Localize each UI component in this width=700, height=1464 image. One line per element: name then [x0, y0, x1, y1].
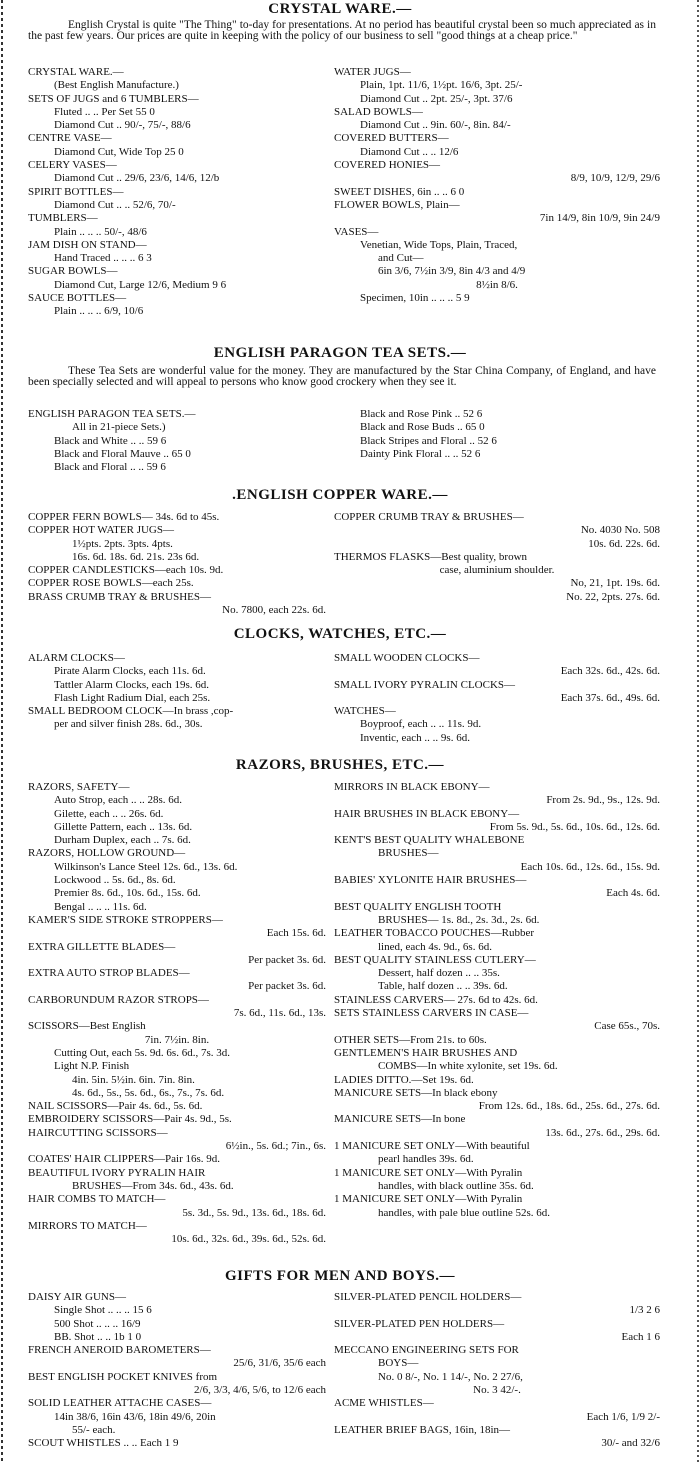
- crystal-heading: CRYSTAL WARE.—: [268, 1, 412, 17]
- list-item: GENTLEMEN'S HAIR BRUSHES AND: [334, 1046, 518, 1059]
- list-item: CENTRE VASE—: [28, 132, 112, 145]
- list-item: BRUSHES—: [378, 847, 439, 860]
- list-item: Each 37s. 6d., 49s. 6d.: [560, 691, 660, 704]
- list-item: From 2s. 9d., 9s., 12s. 9d.: [546, 794, 660, 807]
- list-item: ENGLISH PARAGON TEA SETS.—: [28, 408, 196, 420]
- list-item: 8½in 8/6.: [476, 278, 518, 291]
- list-item: Black and Floral .. .. 59 6: [54, 461, 166, 474]
- list-item: Diamond Cut, Large 12/6, Medium 9 6: [54, 278, 227, 291]
- list-item: 1 MANICURE SET ONLY—With Pyralin: [334, 1193, 523, 1206]
- list-item: MANICURE SETS—In black ebony: [334, 1086, 498, 1099]
- list-item: COMBS—In white xylonite, set 19s. 6d.: [378, 1060, 558, 1073]
- list-item: Lockwood .. 5s. 6d., 8s. 6d.: [54, 874, 176, 887]
- list-item: Table, half dozen .. .. 39s. 6d.: [378, 980, 508, 993]
- list-item: 30/- and 32/6: [601, 1437, 660, 1450]
- list-item: KAMER'S SIDE STROKE STROPPERS—: [28, 913, 223, 926]
- list-item: Single Shot .. .. .. 15 6: [54, 1304, 152, 1317]
- list-item: VASES—: [334, 225, 379, 238]
- list-item: COPPER CANDLESTICKS—each 10s. 9d.: [28, 564, 224, 577]
- list-item: Plain .. .. .. 6/9, 10/6: [54, 305, 144, 318]
- list-item: Diamond Cut .. 29/6, 23/6, 14/6, 12/b: [54, 172, 220, 185]
- list-item: MECCANO ENGINEERING SETS FOR: [334, 1344, 519, 1357]
- list-item: 6in 3/6, 7½in 3/9, 8in 4/3 and 4/9: [378, 265, 526, 278]
- list-item: No. 4030 No. 508: [580, 524, 660, 537]
- list-item: Diamond Cut .. .. 12/6: [360, 145, 459, 158]
- crystal-right-column: [334, 66, 660, 305]
- list-item: 4in. 5in. 5½in. 6in. 7in. 8in.: [72, 1073, 195, 1086]
- list-item: per and silver finish 28s. 6d., 30s.: [54, 718, 203, 731]
- list-item: HAIR BRUSHES IN BLACK EBONY—: [334, 807, 520, 820]
- list-item: 5s. 3d., 5s. 9d., 13s. 6d., 18s. 6d.: [182, 1206, 326, 1219]
- list-item: THERMOS FLASKS—Best quality, brown: [334, 550, 528, 563]
- list-item: Each 1/6, 1/9 2/-: [586, 1410, 660, 1423]
- list-item: Diamond Cut .. 2pt. 25/-, 3pt. 37/6: [360, 92, 513, 105]
- list-item: SMALL BEDROOM CLOCK—In brass ,cop-: [28, 705, 234, 718]
- list-item: 1½pts. 2pts. 3pts. 4pts.: [72, 537, 173, 550]
- list-item: EMBROIDERY SCISSORS—Pair 4s. 9d., 5s.: [28, 1113, 232, 1126]
- list-item: Pirate Alarm Clocks, each 11s. 6d.: [54, 665, 206, 678]
- list-item: HAIR COMBS TO MATCH—: [28, 1193, 166, 1206]
- list-item: 1/3 2 6: [629, 1304, 660, 1317]
- list-item: MIRRORS TO MATCH—: [28, 1219, 147, 1232]
- list-item: 7s. 6d., 11s. 6d., 13s.: [233, 1007, 326, 1020]
- list-item: SMALL IVORY PYRALIN CLOCKS—: [334, 678, 516, 691]
- list-item: CELERY VASES—: [28, 159, 117, 172]
- list-item: 55/- each.: [72, 1423, 116, 1436]
- list-item: 7in 14/9, 8in 10/9, 9in 24/9: [539, 212, 660, 225]
- list-item: SWEET DISHES, 6in .. .. 6 0: [334, 185, 465, 198]
- list-item: lined, each 4s. 9d., 6s. 6d.: [378, 940, 492, 953]
- list-item: SMALL WOODEN CLOCKS—: [334, 652, 480, 664]
- list-item: Each 32s. 6d., 42s. 6d.: [560, 665, 660, 678]
- list-item: MIRRORS IN BLACK EBONY—: [334, 781, 490, 793]
- list-item: NAIL SCISSORS—Pair 4s. 6d., 5s. 6d.: [28, 1100, 203, 1113]
- list-item: SCOUT WHISTLES .. .. Each 1 9: [28, 1437, 179, 1450]
- list-item: case, aluminium shoulder.: [439, 564, 555, 577]
- list-item: LADIES DITTO.—Set 19s. 6d.: [334, 1073, 474, 1086]
- list-item: Gillette Pattern, each .. 13s. 6d.: [54, 820, 193, 833]
- clocks-left-column: [28, 652, 326, 732]
- list-item: SALAD BOWLS—: [334, 105, 423, 118]
- list-item: No. 7800, each 22s. 6d.: [222, 604, 326, 617]
- list-item: HAIRCUTTING SCISSORS—: [28, 1126, 168, 1139]
- list-item: ALARM CLOCKS—: [28, 652, 125, 664]
- list-item: 14in 38/6, 16in 43/6, 18in 49/6, 20in: [54, 1410, 216, 1423]
- list-item: FRENCH ANEROID BAROMETERS—: [28, 1344, 211, 1357]
- list-item: BRUSHES— 1s. 8d., 2s. 3d., 2s. 6d.: [378, 913, 540, 926]
- list-item: Per packet 3s. 6d.: [248, 953, 326, 966]
- right-page-edge: [697, 0, 699, 1464]
- list-item: 10s. 6d. 22s. 6d.: [588, 537, 660, 550]
- list-item: SUGAR BOWLS—: [28, 265, 118, 278]
- list-item: SPIRIT BOTTLES—: [28, 185, 124, 198]
- list-item: Auto Strop, each .. .. 28s. 6d.: [54, 794, 183, 807]
- clocks-right-column: [334, 652, 660, 745]
- list-item: EXTRA AUTO STROP BLADES—: [28, 967, 190, 980]
- list-item: Black and Rose Buds .. 65 0: [360, 421, 485, 434]
- list-item: Venetian, Wide Tops, Plain, Traced,: [360, 238, 518, 251]
- list-item: COATES' HAIR CLIPPERS—Pair 16s. 9d.: [28, 1153, 221, 1166]
- list-item: From 5s. 9d., 5s. 6d., 10s. 6d., 12s. 6d.: [489, 820, 660, 833]
- list-item: BEAUTIFUL IVORY PYRALIN HAIR: [28, 1166, 206, 1179]
- list-item: EXTRA GILLETTE BLADES—: [28, 940, 176, 953]
- list-item: SILVER-PLATED PENCIL HOLDERS—: [334, 1291, 522, 1303]
- list-item: Each 10s. 6d., 12s. 6d., 15s. 9d.: [520, 860, 660, 873]
- list-item: 7in. 7½in. 8in.: [144, 1033, 210, 1046]
- list-item: Per packet 3s. 6d.: [248, 980, 326, 993]
- list-item: Bengal .. .. .. 11s. 6d.: [54, 900, 147, 913]
- list-item: 1 MANICURE SET ONLY—With Pyralin: [334, 1166, 523, 1179]
- list-item: COPPER ROSE BOWLS—each 25s.: [28, 577, 194, 590]
- paragon-right-column: [334, 408, 660, 461]
- list-item: MANICURE SETS—In bone: [334, 1113, 466, 1126]
- list-item: Dessert, half dozen .. .. 35s.: [378, 967, 500, 980]
- list-item: No, 21, 1pt. 19s. 6d.: [570, 577, 660, 590]
- gifts-right-column: [334, 1291, 660, 1451]
- list-item: JAM DISH ON STAND—: [28, 238, 147, 251]
- list-item: SETS OF JUGS and 6 TUMBLERS—: [28, 92, 199, 105]
- list-item: Tattler Alarm Clocks, each 19s. 6d.: [54, 678, 210, 691]
- list-item: COPPER CRUMB TRAY & BRUSHES—: [334, 511, 524, 523]
- list-item: Each 4s. 6d.: [606, 887, 660, 900]
- list-item: (Best English Manufacture.): [54, 79, 179, 92]
- list-item: Case 65s., 70s.: [594, 1020, 660, 1033]
- list-item: SILVER-PLATED PEN HOLDERS—: [334, 1317, 505, 1330]
- list-item: Diamond Cut .. .. 52/6, 70/-: [54, 198, 176, 211]
- list-item: 6½in., 5s. 6d.; 7in., 6s.: [225, 1140, 326, 1153]
- copper-heading: .ENGLISH COPPER WARE.—: [232, 487, 448, 503]
- list-item: No. 0 8/-, No. 1 14/-, No. 2 27/6,: [378, 1370, 523, 1383]
- list-item: COVERED HONIES—: [334, 159, 441, 172]
- list-item: Cutting Out, each 5s. 9d. 6s. 6d., 7s. 3d.: [54, 1046, 230, 1059]
- razors-right-column: [334, 781, 660, 1220]
- razors-heading: RAZORS, BRUSHES, ETC.—: [235, 757, 445, 773]
- crystal-left-column: [28, 66, 326, 319]
- list-item: Each 15s. 6d.: [266, 927, 326, 940]
- list-item: Hand Traced .. .. .. 6 3: [54, 252, 152, 265]
- list-item: Specimen, 10in .. .. .. 5 9: [360, 292, 470, 305]
- list-item: pearl handles 39s. 6d.: [378, 1153, 474, 1166]
- list-item: handles, with black outline 35s. 6d.: [378, 1179, 534, 1192]
- clocks-heading: CLOCKS, WATCHES, ETC.—: [233, 626, 447, 642]
- list-item: COVERED BUTTERS—: [334, 132, 449, 145]
- list-item: 2/6, 3/3, 4/6, 5/6, to 12/6 each: [194, 1384, 326, 1397]
- paragon-left-column: [28, 408, 326, 474]
- list-item: Gilette, each .. .. 26s. 6d.: [54, 807, 164, 820]
- list-item: LEATHER TOBACCO POUCHES—Rubber: [334, 927, 535, 940]
- list-item: BOYS—: [378, 1357, 419, 1370]
- list-item: Black and Rose Pink .. 52 6: [360, 408, 483, 420]
- list-item: Black and White .. .. 59 6: [54, 434, 167, 447]
- list-item: Diamond Cut .. 90/-, 75/-, 88/6: [54, 119, 191, 132]
- list-item: Durham Duplex, each .. 7s. 6d.: [54, 834, 191, 847]
- list-item: 16s. 6d. 18s. 6d. 21s. 23s 6d.: [72, 550, 200, 563]
- list-item: BEST QUALITY STAINLESS CUTLERY—: [334, 953, 536, 966]
- list-item: Dainty Pink Floral .. .. 52 6: [360, 447, 481, 460]
- list-item: BRUSHES—From 34s. 6d., 43s. 6d.: [72, 1179, 234, 1192]
- list-item: Light N.P. Finish: [54, 1060, 130, 1073]
- list-item: TUMBLERS—: [28, 212, 98, 225]
- list-item: Flash Light Radium Dial, each 25s.: [54, 691, 211, 704]
- list-item: COPPER FERN BOWLS— 34s. 6d to 45s.: [28, 511, 220, 523]
- list-item: and Cut—: [378, 252, 424, 265]
- paragon-heading: ENGLISH PARAGON TEA SETS.—: [213, 345, 467, 361]
- list-item: Premier 8s. 6d., 10s. 6d., 15s. 6d.: [54, 887, 201, 900]
- list-item: 25/6, 31/6, 35/6 each: [233, 1357, 326, 1370]
- list-item: BEST ENGLISH POCKET KNIVES from: [28, 1370, 218, 1383]
- list-item: DAISY AIR GUNS—: [28, 1291, 126, 1303]
- list-item: BEST QUALITY ENGLISH TOOTH: [334, 900, 502, 913]
- copper-left-column: [28, 511, 326, 617]
- list-item: RAZORS, SAFETY—: [28, 781, 130, 793]
- crystal-intro: English Crystal is quite "The Thing" to-day for presentations. At no period has beautiful crystal been so much appreciated as in the past few years. Our prices are quite in keeping with the policy of our business to sell "good things at a cheap price.": [28, 19, 656, 42]
- list-item: WATER JUGS—: [334, 66, 411, 78]
- list-item: KENT'S BEST QUALITY WHALEBONE: [334, 834, 525, 847]
- copper-right-column: [334, 511, 660, 604]
- list-item: LEATHER BRIEF BAGS, 16in, 18in—: [334, 1423, 511, 1436]
- list-item: WATCHES—: [334, 705, 396, 718]
- list-item: 500 Shot .. .. .. 16/9: [54, 1317, 141, 1330]
- left-page-edge: [1, 0, 3, 1464]
- list-item: OTHER SETS—From 21s. to 60s.: [334, 1033, 487, 1046]
- list-item: 10s. 6d., 32s. 6d., 39s. 6d., 52s. 6d.: [171, 1233, 326, 1246]
- gifts-heading: GIFTS FOR MEN AND BOYS.—: [225, 1268, 455, 1284]
- gifts-left-column: [28, 1291, 326, 1451]
- list-item: RAZORS, HOLLOW GROUND—: [28, 847, 186, 860]
- list-item: 8/9, 10/9, 12/9, 29/6: [570, 172, 660, 185]
- list-item: Diamond Cut, Wide Top 25 0: [54, 145, 184, 158]
- list-item: BB. Shot .. .. 1b 1 0: [54, 1330, 142, 1343]
- list-item: Diamond Cut .. 9in. 60/-, 8in. 84/-: [360, 119, 511, 132]
- list-item: Inventic, each .. .. 9s. 6d.: [360, 731, 470, 744]
- list-item: Black and Floral Mauve .. 65 0: [54, 447, 191, 460]
- list-item: SCISSORS—Best English: [28, 1020, 146, 1033]
- list-item: 13s. 6d., 27s. 6d., 29s. 6d.: [545, 1126, 660, 1139]
- paragon-intro: These Tea Sets are wonderful value for the money. They are manufactured by the Star China Company, of England, and have been specially selected and will appeal to persons who know good crockery when they see it.: [28, 365, 656, 388]
- list-item: 4s. 6d., 5s., 5s. 6d., 6s., 7s., 7s. 6d.: [72, 1086, 225, 1099]
- list-item: CARBORUNDUM RAZOR STROPS—: [28, 993, 209, 1006]
- list-item: BABIES' XYLONITE HAIR BRUSHES—: [334, 874, 527, 887]
- list-item: SETS STAINLESS CARVERS IN CASE—: [334, 1007, 529, 1020]
- list-item: Plain, 1pt. 11/6, 1½pt. 16/6, 3pt. 25/-: [360, 79, 523, 92]
- list-item: No. 3 42/-.: [473, 1384, 521, 1397]
- list-item: Plain .. .. .. 50/-, 48/6: [54, 225, 147, 238]
- list-item: No. 22, 2pts. 27s. 6d.: [566, 590, 660, 603]
- list-item: From 12s. 6d., 18s. 6d., 25s. 6d., 27s. 6d.: [478, 1100, 660, 1113]
- list-item: COPPER HOT WATER JUGS—: [28, 524, 174, 537]
- list-item: CRYSTAL WARE.—: [28, 66, 124, 78]
- list-item: All in 21-piece Sets.): [72, 421, 166, 434]
- list-item: 1 MANICURE SET ONLY—With beautiful: [334, 1140, 530, 1153]
- list-item: Black Stripes and Floral .. 52 6: [360, 434, 497, 447]
- list-item: Boyproof, each .. .. 11s. 9d.: [360, 718, 482, 731]
- list-item: ACME WHISTLES—: [334, 1397, 434, 1410]
- list-item: Each 1 6: [621, 1330, 660, 1343]
- list-item: Fluted .. .. Per Set 55 0: [54, 105, 155, 118]
- list-item: SAUCE BOTTLES—: [28, 292, 127, 305]
- list-item: handles, with pale blue outline 52s. 6d.: [378, 1206, 550, 1219]
- list-item: STAINLESS CARVERS— 27s. 6d to 42s. 6d.: [334, 993, 538, 1006]
- razors-left-column: [28, 781, 326, 1246]
- list-item: Wilkinson's Lance Steel 12s. 6d., 13s. 6d.: [54, 860, 238, 873]
- list-item: FLOWER BOWLS, Plain—: [334, 198, 460, 211]
- list-item: BRASS CRUMB TRAY & BRUSHES—: [28, 590, 211, 603]
- list-item: SOLID LEATHER ATTACHE CASES—: [28, 1397, 212, 1410]
